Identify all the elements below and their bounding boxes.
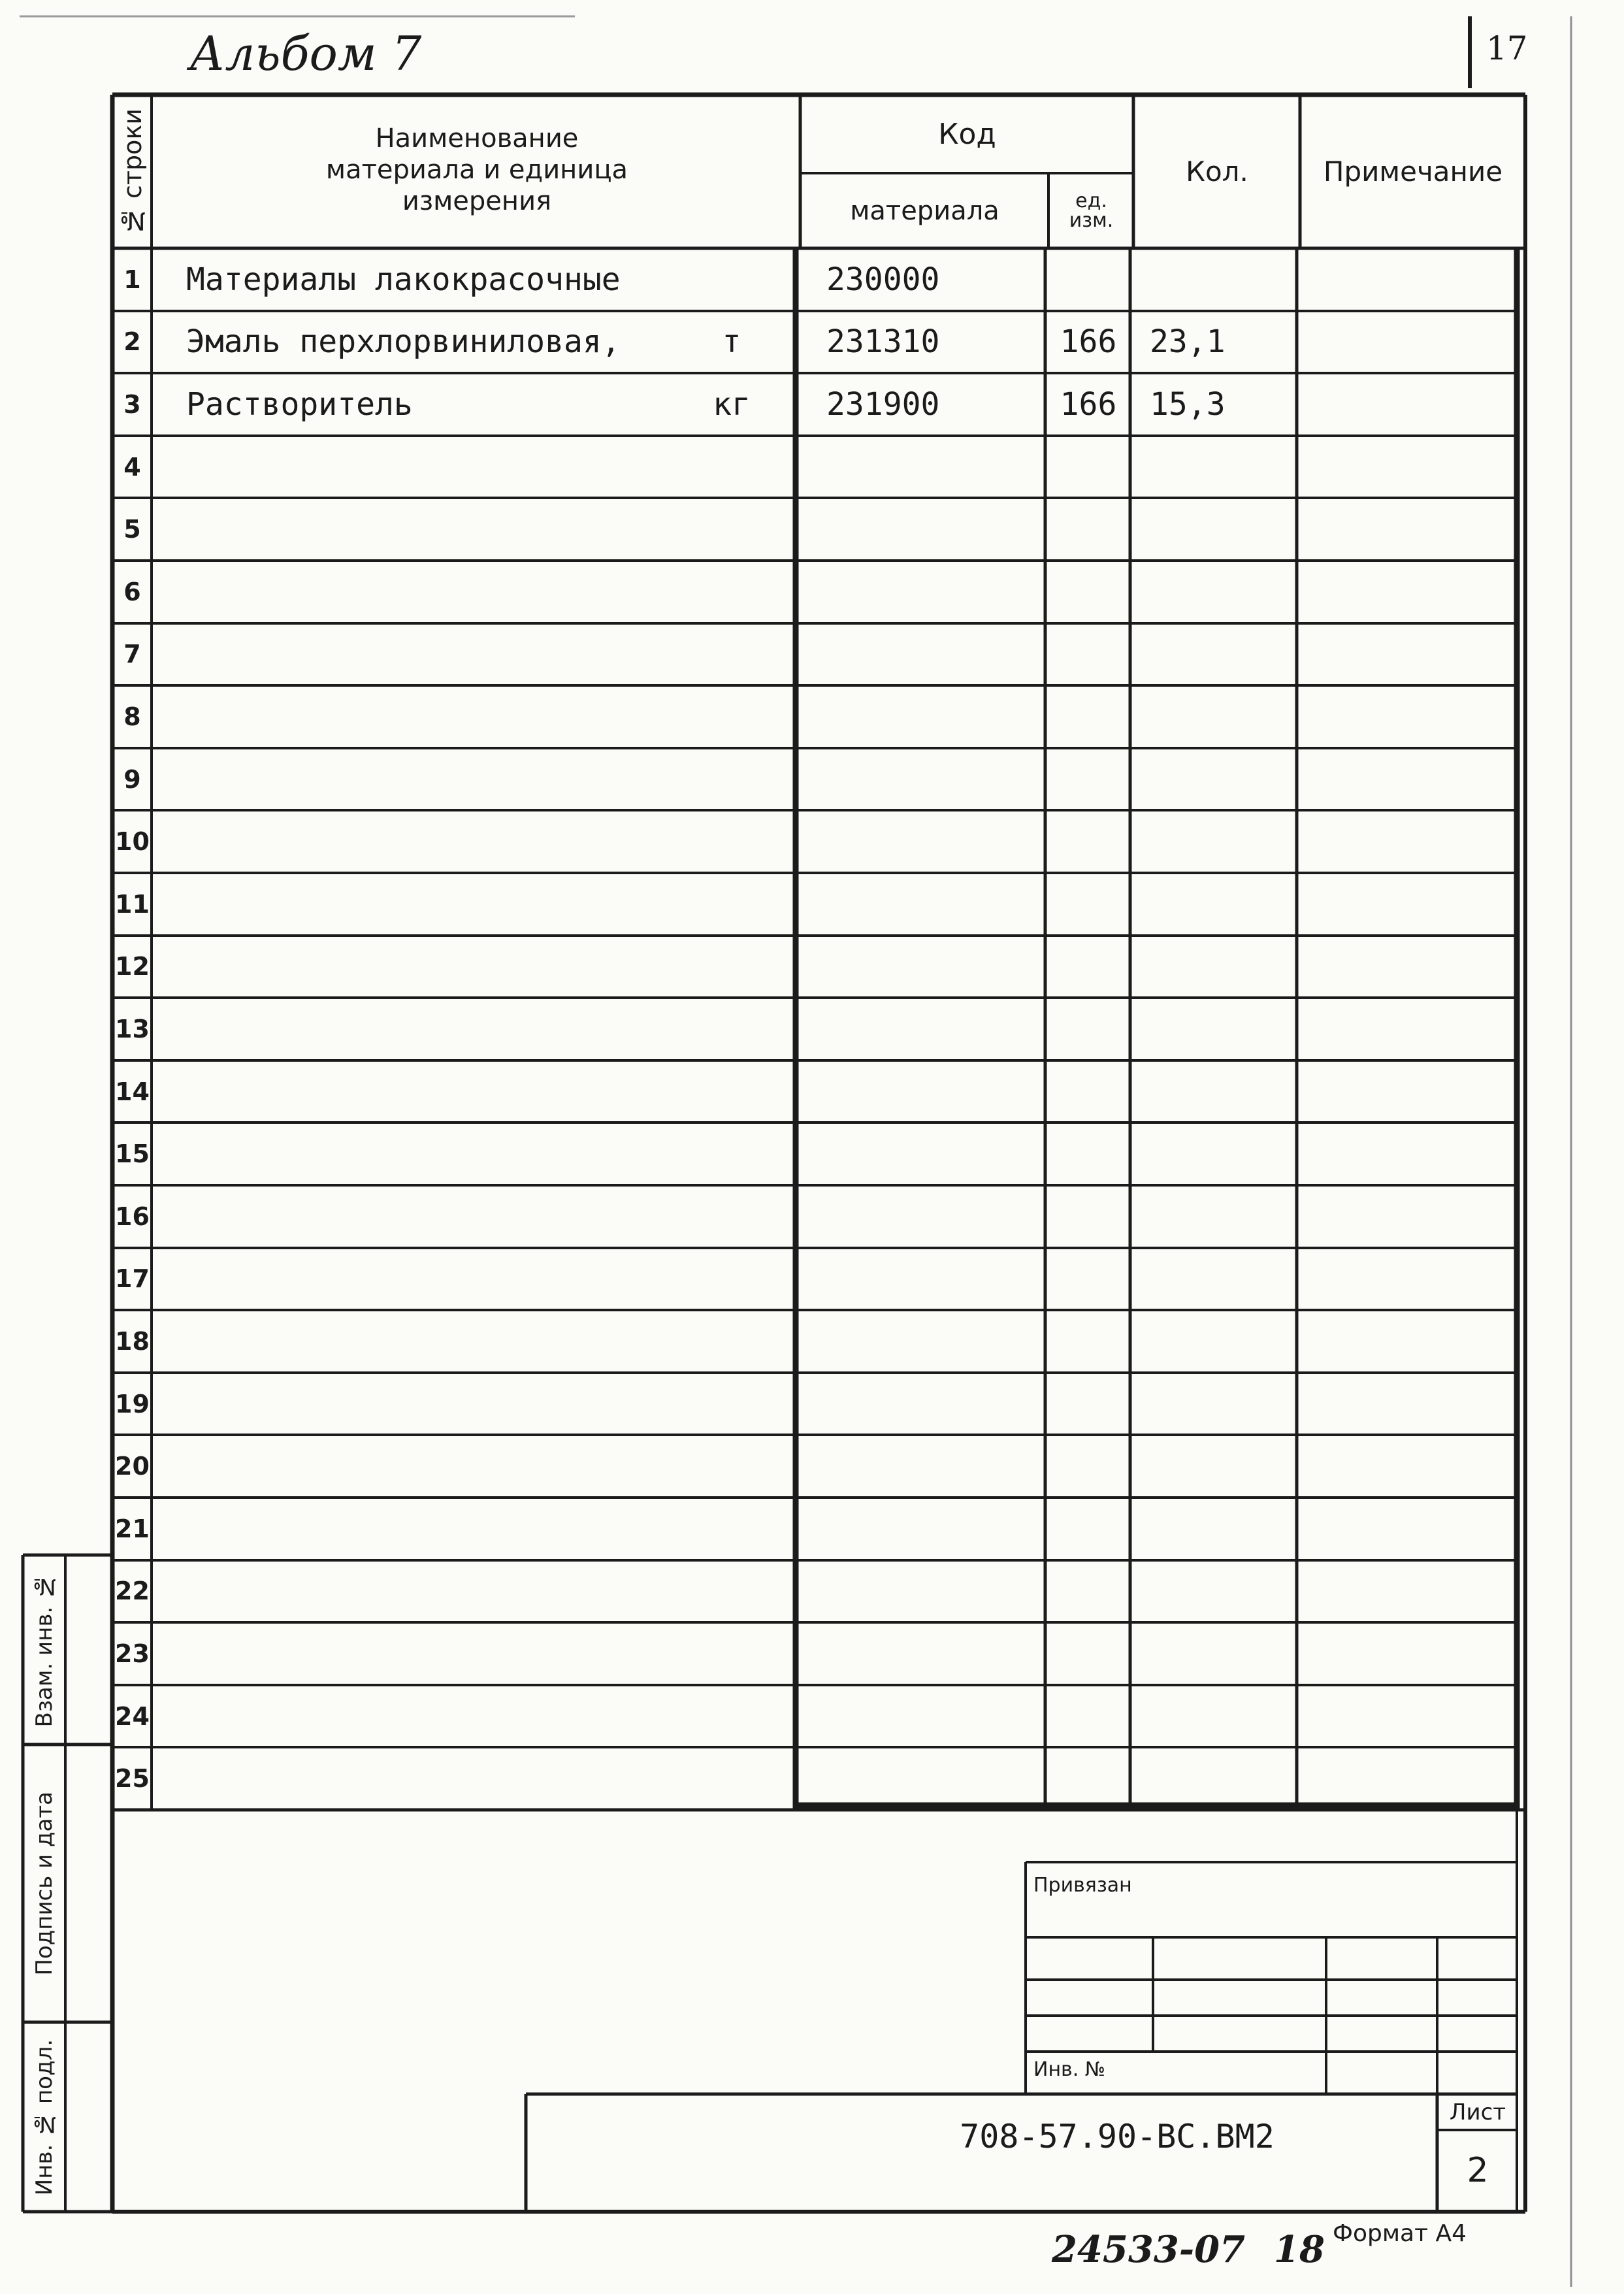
row-number: 22: [115, 1577, 150, 1606]
material-code: 231900: [826, 385, 940, 423]
row-number: 6: [123, 577, 141, 606]
row-number: 10: [115, 827, 150, 857]
material-unit: т: [722, 323, 741, 361]
row-number: 12: [115, 952, 150, 981]
quantity: 23,1: [1150, 323, 1226, 361]
album-label: Альбом 7: [189, 26, 422, 81]
sheet-value: 2: [1467, 2151, 1489, 2190]
footer-sheet: 18: [1274, 2228, 1325, 2271]
replace-inv-label: Взам. инв. №: [31, 1573, 57, 1728]
row-number: 20: [115, 1452, 150, 1481]
row-number: 1: [123, 265, 141, 294]
material-code: 231310: [826, 323, 940, 361]
header-note: Примечание: [1323, 156, 1503, 188]
row-number: 24: [115, 1701, 150, 1731]
row-number: 19: [115, 1389, 150, 1418]
row-number: 11: [115, 889, 150, 919]
row-number: 14: [115, 1077, 150, 1106]
row-number: 13: [115, 1014, 150, 1043]
row-number: 3: [123, 389, 141, 419]
header-code-unit: ед. изм.: [1069, 189, 1114, 232]
row-number: 16: [115, 1202, 150, 1231]
header-qty: Кол.: [1186, 156, 1248, 188]
page-number: 17: [1486, 29, 1528, 67]
row-number: 9: [123, 764, 141, 794]
row-number: 23: [115, 1639, 150, 1668]
quantity: 15,3: [1150, 385, 1226, 423]
linked-label: Привязан: [1033, 1874, 1132, 1897]
material-name: Материалы лакокрасочные: [186, 261, 621, 298]
row-number: 2: [123, 327, 141, 357]
row-number: 25: [115, 1764, 150, 1794]
row-number: 18: [115, 1326, 150, 1356]
header-name: Наименование материала и единица измерения: [325, 123, 628, 216]
sheet-label: Лист: [1449, 2099, 1506, 2125]
unit-code: 166: [1060, 385, 1117, 423]
material-unit: кг: [713, 385, 751, 423]
row-number: 15: [115, 1139, 150, 1169]
format-label: Формат А4: [1333, 2220, 1467, 2247]
row-number: 17: [115, 1264, 150, 1294]
row-number: 7: [123, 640, 141, 669]
row-number: 21: [115, 1514, 150, 1543]
header-code-material: материала: [850, 196, 999, 226]
inv-orig-label: Инв. № подл.: [31, 2039, 57, 2196]
document-designation: 708-57.90-ВС.ВМ2: [960, 2118, 1275, 2155]
footer-code: 24533-07: [1052, 2228, 1245, 2271]
sign-date-label: Подпись и дата: [31, 1792, 57, 1976]
header-code: Код: [938, 118, 996, 151]
header-row-no: № строки: [118, 108, 147, 236]
inv-no-label: Инв. №: [1033, 2058, 1106, 2081]
material-name: Растворитель: [186, 385, 413, 423]
material-code: 230000: [826, 261, 940, 298]
row-number: 4: [123, 452, 141, 482]
unit-code: 166: [1060, 323, 1117, 361]
material-name: Эмаль перхлорвиниловая,: [186, 323, 621, 361]
row-number: 8: [123, 702, 141, 731]
row-number: 5: [123, 515, 141, 544]
